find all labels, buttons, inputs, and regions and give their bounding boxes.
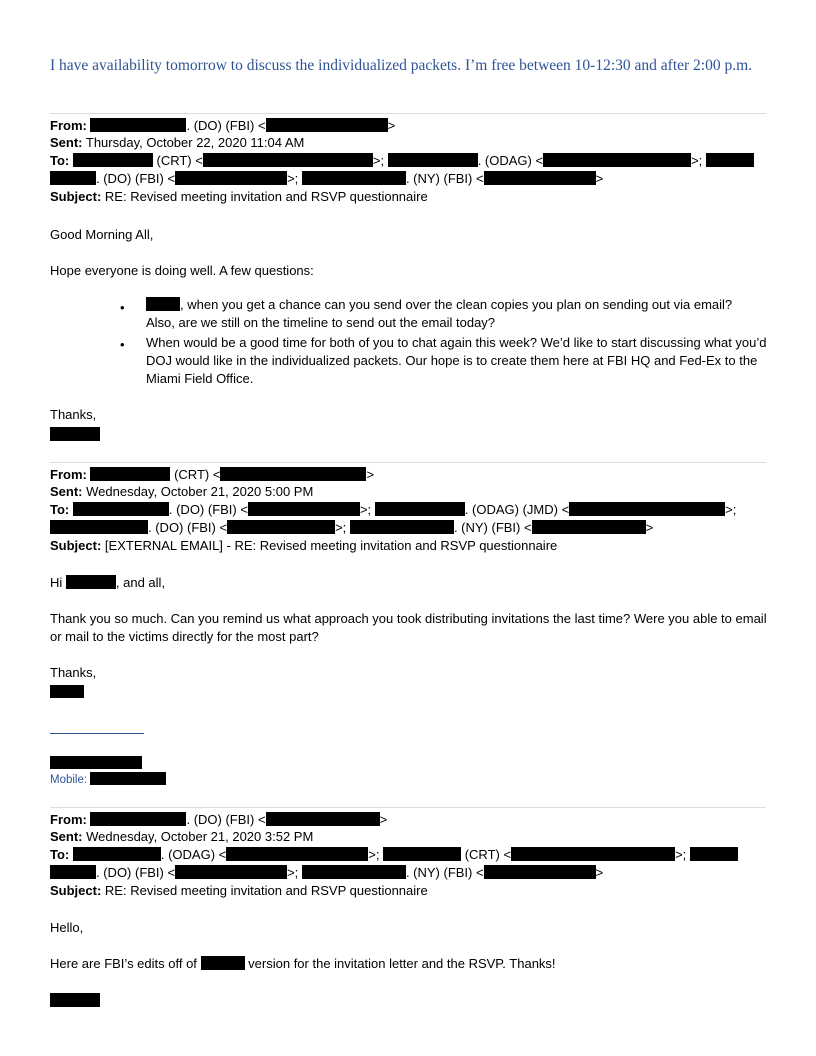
email1-subject: Subject: RE: Revised meeting invitation and RSVP questionnaire xyxy=(50,189,428,204)
redacted-signature xyxy=(50,993,100,1007)
redaction xyxy=(511,847,675,861)
divider xyxy=(50,113,766,114)
redaction xyxy=(175,171,287,185)
redaction xyxy=(266,118,388,132)
redaction xyxy=(201,956,245,970)
divider xyxy=(50,807,766,808)
email3-to-cont: . (DO) (FBI) < >; . (NY) (FBI) < > xyxy=(50,864,603,881)
email3-from: From: . (DO) (FBI) < > xyxy=(50,812,388,827)
signature-separator xyxy=(50,733,144,734)
redaction xyxy=(90,772,166,785)
redaction xyxy=(73,847,161,861)
redaction xyxy=(203,153,373,167)
email1-signoff: Thanks, xyxy=(50,407,97,422)
email2-greeting: Hi , and all, xyxy=(50,575,166,590)
email2-to: To: . (DO) (FBI) < >; . (ODAG) (JMD) < >; xyxy=(50,502,737,517)
email2-from: From: (CRT) < > xyxy=(50,467,375,482)
redaction xyxy=(484,171,596,185)
redaction xyxy=(383,847,461,861)
email2-subject: Subject: [EXTERNAL EMAIL] - RE: Revised meeting invitation and RSVP questionnaire xyxy=(50,538,558,553)
redaction xyxy=(90,812,186,826)
redaction xyxy=(532,520,646,534)
email3-subject: Subject: RE: Revised meeting invitation and RSVP questionnaire xyxy=(50,883,428,898)
redaction xyxy=(543,153,691,167)
intro-message: I have availability tomorrow to discuss the individualized packets. I’m free between 10-12:30 and after 2:00 p.m. xyxy=(50,57,753,74)
email1-greeting: Good Morning All, xyxy=(50,227,154,242)
email2-body: Thank you so much. Can you remind us what approach you took distributing invitations the last time? Were you able to email or mail to the victims directly for the most part? xyxy=(50,611,767,644)
email1-from: From: . (DO) (FBI) < > xyxy=(50,118,396,133)
redaction xyxy=(226,847,368,861)
redaction xyxy=(73,153,153,167)
redaction xyxy=(90,467,170,481)
redacted-signature-name xyxy=(50,756,142,769)
redaction xyxy=(90,118,186,132)
signature-mobile: Mobile: xyxy=(50,772,166,788)
redaction xyxy=(388,153,478,167)
redaction xyxy=(266,812,380,826)
email3-greeting: Hello, xyxy=(50,920,84,935)
redaction xyxy=(302,171,406,185)
redaction xyxy=(50,520,148,534)
divider xyxy=(50,462,766,463)
redaction xyxy=(50,865,96,879)
list-item: , when you get a chance can you send over the clean copies you plan on sending out via email? Also, are we still on the timeline to send out the email today? xyxy=(146,297,733,330)
bullet-dot: • xyxy=(120,300,125,315)
redaction xyxy=(50,171,96,185)
bullet-dot: • xyxy=(120,337,125,352)
email3-sent: Sent: Wednesday, October 21, 2020 3:52 PM xyxy=(50,829,314,844)
email1-to: To: (CRT) < >; . (ODAG) < >; xyxy=(50,152,754,169)
email2-to-cont: . (DO) (FBI) < >; . (NY) (FBI) < > xyxy=(50,519,653,536)
redaction xyxy=(484,865,596,879)
redaction xyxy=(375,502,465,516)
email1-to-cont: . (DO) (FBI) < >; . (NY) (FBI) < > xyxy=(50,170,603,187)
list-item: When would be a good time for both of you to chat again this week? We’d like to start discussing what you’d DOJ would like in the individualized packets. Our hope is to create them here at FBI HQ and Fed-Ex to the Miami Field Office. xyxy=(146,335,767,386)
email1-sent: Sent: Thursday, October 22, 2020 11:04 AM xyxy=(50,135,305,150)
email3-to: To: . (ODAG) < >; (CRT) < >; xyxy=(50,846,738,863)
redaction xyxy=(302,865,406,879)
email2-signoff: Thanks, xyxy=(50,665,97,680)
email2-sent: Sent: Wednesday, October 21, 2020 5:00 PM xyxy=(50,484,314,499)
redaction xyxy=(220,467,366,481)
redacted-signature xyxy=(50,685,84,698)
redaction xyxy=(175,865,287,879)
redacted-signature xyxy=(50,427,100,441)
redaction xyxy=(248,502,360,516)
redaction xyxy=(569,502,725,516)
email1-intro: Hope everyone is doing well. A few questions: xyxy=(50,263,314,278)
redaction xyxy=(706,153,754,167)
redaction xyxy=(690,847,738,861)
redaction xyxy=(73,502,169,516)
redaction xyxy=(146,297,180,311)
redaction xyxy=(227,520,335,534)
redaction xyxy=(350,520,454,534)
redaction xyxy=(66,575,116,589)
email3-body: Here are FBI’s edits off of version for the invitation letter and the RSVP. Thanks! xyxy=(50,956,556,971)
